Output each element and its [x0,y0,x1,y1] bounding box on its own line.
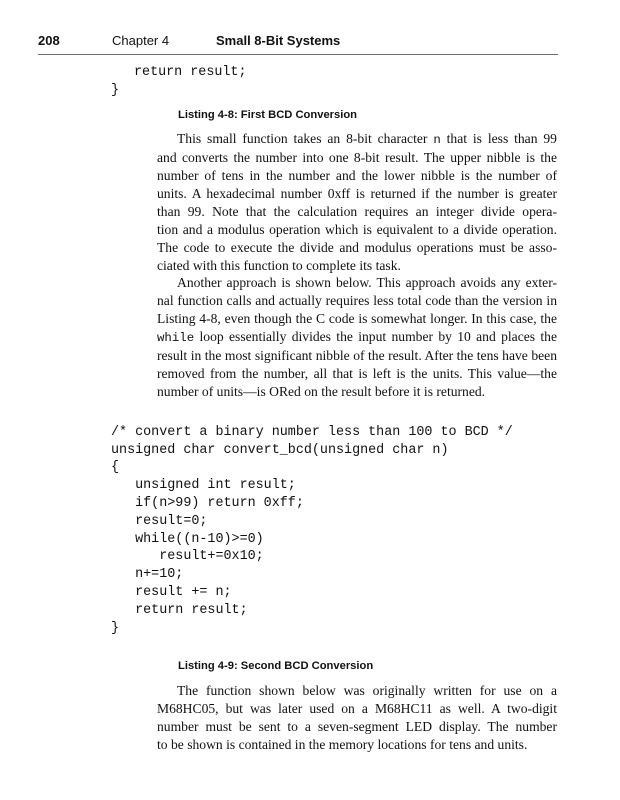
paragraph-2-line-1: Another approach is shown below. This approach avoids any exter- [177,275,557,290]
chapter-label: Chapter 4 [112,33,170,48]
paragraph-2-line-6: removed from the number, all that is left is the units. This value—the [157,366,557,381]
listing-4-8-caption: Listing 4-8: First BCD Conversion [178,109,358,121]
paragraph-1-line-2: and converts the number into one 8-bit result. The upper nibble is the [157,150,557,165]
code-line: /* convert a binary number less than 100 to BCD */ [111,424,513,440]
paragraph-3-line-1: The function shown below was originally written for use on a [177,683,557,698]
paragraph-2-line-7: number of units—is ORed on the result before it is returned. [157,384,486,399]
code-line: { [111,460,120,476]
paragraph-1-line-8: ciated with this function to complete its task. [157,258,401,273]
paragraph-1-line-6: tion and a modulus operation which is equivalent to a divide operation. [157,222,557,237]
page-number: 208 [38,33,60,48]
code-line: unsigned char convert_bcd(unsigned char n) [111,442,449,458]
paragraph-3-line-4: to be shown is contained in the memory locations for tens and units. [157,737,528,752]
paragraph-1-line-7: The code to execute the divide and modulus operations must be asso- [157,240,557,255]
code-line: result=0; [111,513,208,529]
code-line: unsigned int result; [111,478,296,494]
code-line: while((n-10)>=0) [111,531,264,547]
listing-4-9-caption: Listing 4-9: Second BCD Conversion [178,660,374,672]
paragraph-2-line-2: nal function calls and actually requires less total code than the version in [157,293,557,308]
paragraph-2-line-3: Listing 4-8, even though the C code is somewhat longer. In this case, the [157,311,557,326]
paragraph-3-line-3: number must be sent to a seven-segment LED display. The number [157,719,557,734]
code-line: } [111,620,120,636]
paragraph-1 [157,130,557,275]
code-line-close-brace-top: } [111,83,120,98]
paragraph-2 [157,274,557,401]
paragraph-3 [157,682,557,754]
page-header [38,30,558,55]
inline-code-while: while [157,331,195,345]
code-line: if(n>99) return 0xff; [111,495,304,511]
paragraph-2-line-4: while loop essentially divides the input number by 10 and places the [157,329,557,345]
paragraph-1-line-5: than 99. Note that the calculation requires an integer divide opera- [157,204,557,219]
code-line: result += n; [111,584,232,600]
code-line: result+=0x10; [111,549,264,565]
paragraph-1-line-3: number of tens in the number and the lower nibble is the number of [157,168,557,183]
code-listing-4-9 [111,406,513,655]
paragraph-2-line-5: result in the most significant nibble of the result. After the tens have been [157,348,557,363]
code-line: return result; [111,602,248,618]
code-line: n+=10; [111,567,184,583]
code-line-return-top: return result; [134,65,247,80]
paragraph-1-line-1: This small function takes an 8-bit character n that is less than 99 [177,131,557,147]
chapter-title: Small 8-Bit Systems [216,33,341,48]
paragraph-3-line-2: M68HC05, but was later used on a M68HC11 as well. A two-digit [157,701,557,716]
inline-code-n: n [433,133,441,147]
paragraph-1-line-4: units. A hexadecimal number 0xff is returned if the number is greater [157,186,557,201]
